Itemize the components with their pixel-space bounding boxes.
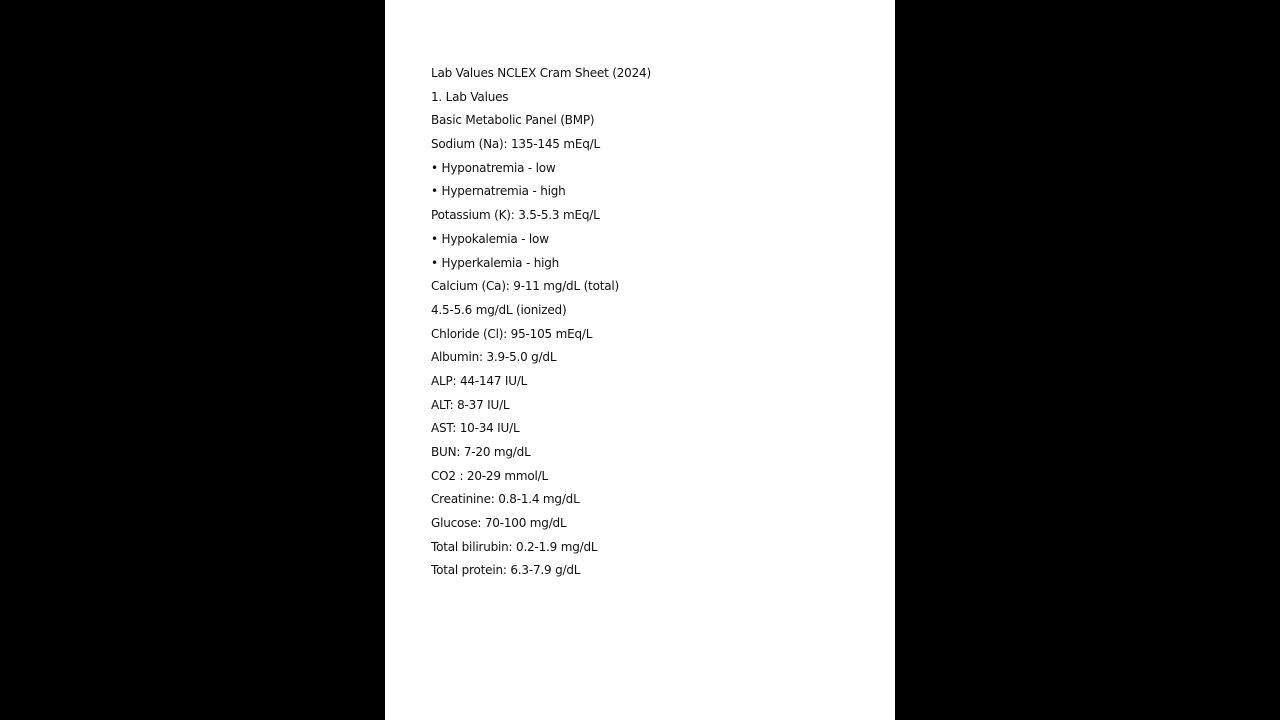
lab-value-ast: AST: 10-34 IU/L: [431, 421, 520, 436]
lab-value-total-bilirubin: Total bilirubin: 0.2-1.9 mg/dL: [431, 539, 598, 554]
document-title: Lab Values NCLEX Cram Sheet (2024): [431, 66, 651, 80]
lab-value-potassium: Potassium (K): 3.5-5.3 mEq/L: [431, 208, 600, 223]
lab-value-calcium-ionized: 4.5-5.6 mg/dL (ionized): [431, 302, 567, 317]
lab-value-glucose: Glucose: 70-100 mg/dL: [431, 516, 567, 531]
lab-value-bun: BUN: 7-20 mg/dL: [431, 445, 531, 459]
bullet-hypernatremia: • Hypernatremia - high: [431, 184, 566, 199]
lab-value-creatinine: Creatinine: 0.8-1.4 mg/dL: [431, 492, 580, 507]
bullet-hypokalemia: • Hypokalemia - low: [431, 231, 549, 246]
bullet-hyperkalemia: • Hyperkalemia - high: [431, 255, 560, 270]
document-page: [385, 0, 895, 720]
lab-value-total-protein: Total protein: 6.3-7.9 g/dL: [431, 563, 581, 578]
lab-value-calcium-total: Calcium (Ca): 9-11 mg/dL (total): [431, 279, 619, 294]
lab-value-chloride: Chloride (Cl): 95-105 mEq/L: [431, 326, 593, 341]
lab-value-co2: CO2 : 20-29 mmol/L: [431, 468, 548, 483]
subsection-heading: Basic Metabolic Panel (BMP): [431, 113, 595, 128]
document-content: [431, 63, 871, 584]
lab-value-alp: ALP: 44-147 IU/L: [431, 373, 528, 388]
lab-value-alt: ALT: 8-37 IU/L: [431, 397, 510, 412]
section-heading: 1. Lab Values: [431, 89, 509, 104]
bullet-hyponatremia: • Hyponatremia - low: [431, 160, 556, 175]
lab-value-albumin: Albumin: 3.9-5.0 g/dL: [431, 350, 557, 365]
lab-value-sodium: Sodium (Na): 135-145 mEq/L: [431, 137, 600, 152]
